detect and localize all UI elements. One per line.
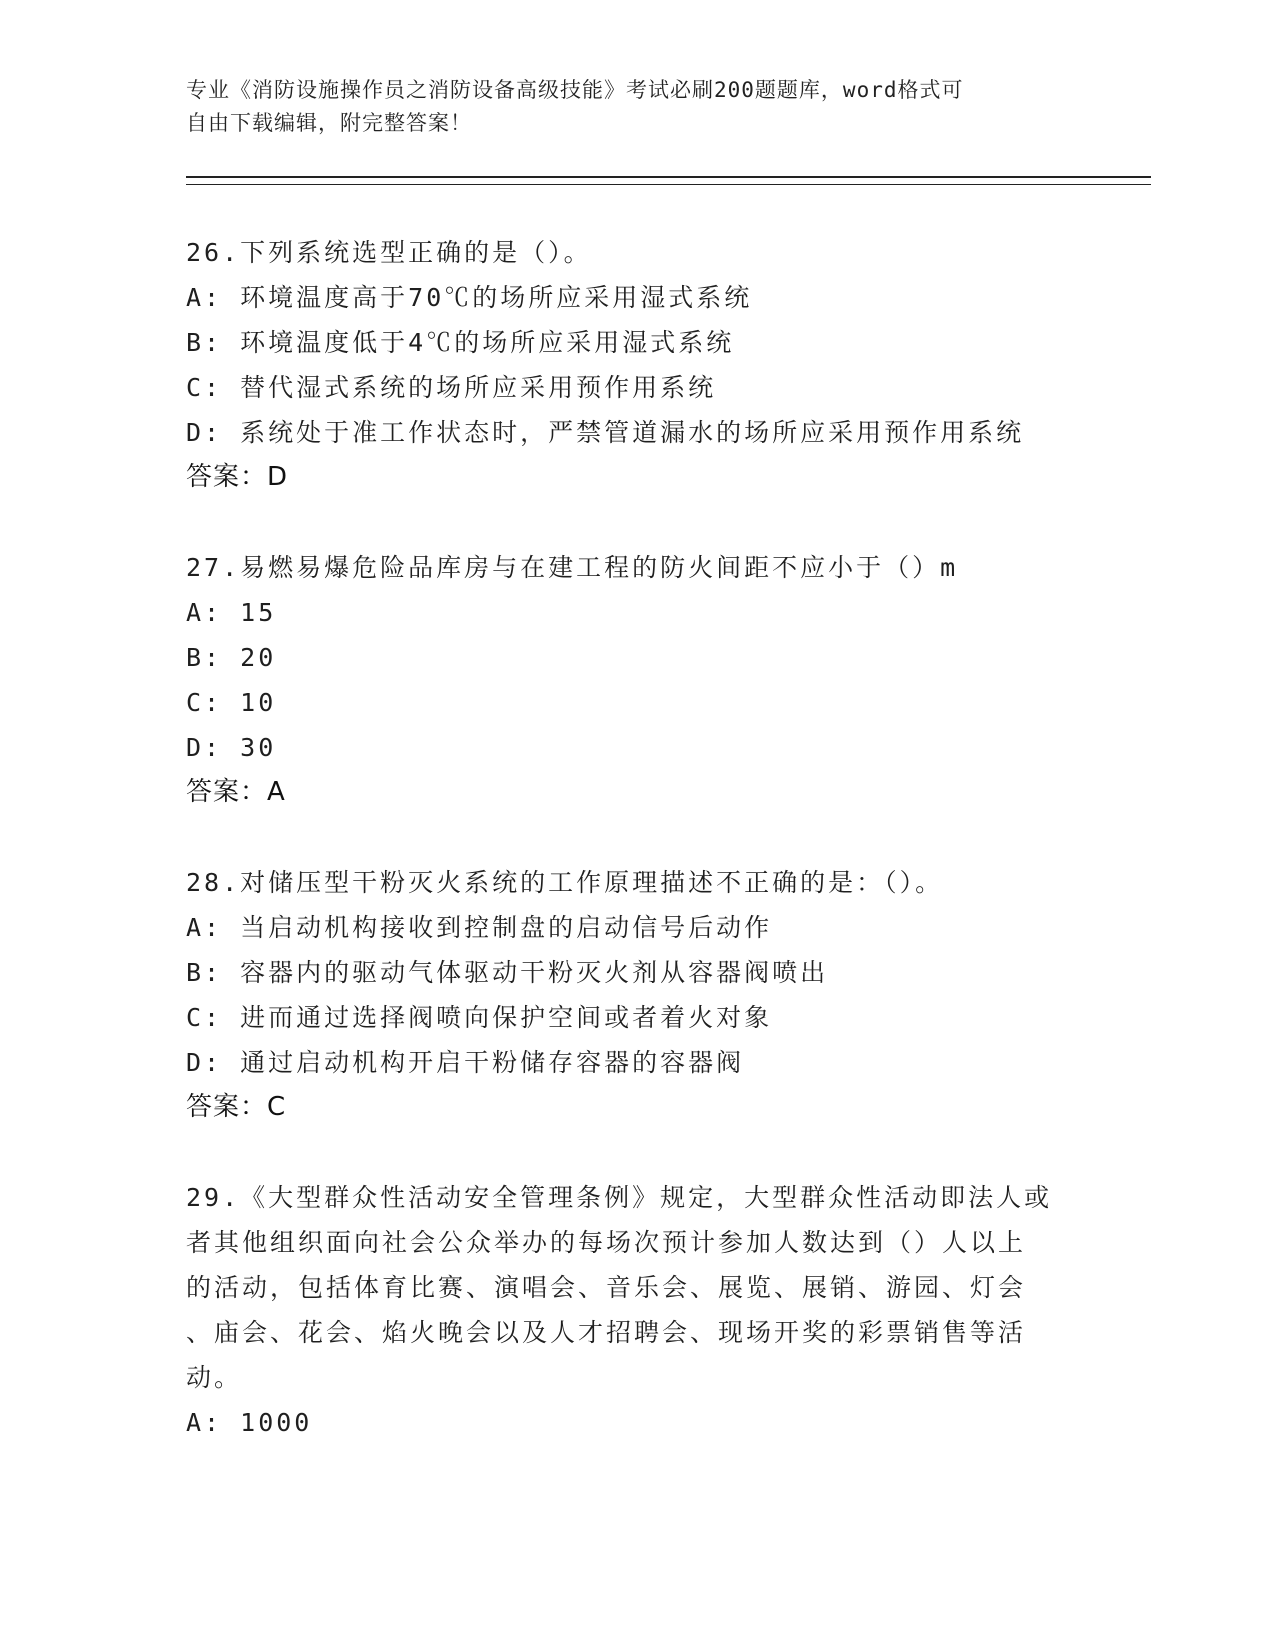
header-line-1: 专业《消防设施操作员之消防设备高级技能》考试必刷200题题库，word格式可 xyxy=(186,78,964,102)
option-a: A: 环境温度高于70℃的场所应采用湿式系统 xyxy=(186,283,753,312)
answer-label: 答案：A xyxy=(186,777,286,807)
option-a: A: 当启动机构接收到控制盘的启动信号后动作 xyxy=(186,913,773,942)
question-stem: 26.下列系统选型正确的是（）。 xyxy=(186,238,592,267)
answer-label: 答案：D xyxy=(186,462,289,492)
option-d: D: 30 xyxy=(186,733,277,762)
question-stem-line-3: 的活动，包括体育比赛、演唱会、音乐会、展览、展销、游园、灯会 xyxy=(186,1273,1027,1302)
option-c: C: 进而通过选择阀喷向保护空间或者着火对象 xyxy=(186,1003,773,1032)
question-28 xyxy=(186,860,1086,1130)
question-26 xyxy=(186,230,1086,500)
question-stem-line-1: 29.《大型群众性活动安全管理条例》规定，大型群众性活动即法人或 xyxy=(186,1183,1053,1212)
option-c: C: 10 xyxy=(186,688,277,717)
question-29 xyxy=(186,1175,1086,1445)
question-27 xyxy=(186,545,1086,815)
question-list xyxy=(186,230,1086,1490)
question-stem-line-2: 者其他组织面向社会公众举办的每场次预计参加人数达到（）人以上 xyxy=(186,1228,1027,1257)
option-c: C: 替代湿式系统的场所应采用预作用系统 xyxy=(186,373,717,402)
option-a: A: 15 xyxy=(186,598,277,627)
answer-label: 答案：C xyxy=(186,1092,287,1122)
option-b: B: 容器内的驱动气体驱动干粉灭火剂从容器阀喷出 xyxy=(186,958,829,987)
option-b: B: 环境温度低于4℃的场所应采用湿式系统 xyxy=(186,328,735,357)
question-stem: 27.易燃易爆危险品库房与在建工程的防火间距不应小于（）m xyxy=(186,553,959,582)
option-d: D: 系统处于准工作状态时，严禁管道漏水的场所应采用预作用系统 xyxy=(186,418,1025,447)
question-stem-line-4: 、庙会、花会、焰火晚会以及人才招聘会、现场开奖的彩票销售等活 xyxy=(186,1318,1027,1347)
question-stem-line-5: 动。 xyxy=(186,1363,243,1392)
question-stem: 28.对储压型干粉灭火系统的工作原理描述不正确的是：（）。 xyxy=(186,868,944,897)
header-line-2: 自由下载编辑，附完整答案！ xyxy=(186,111,472,135)
option-d: D: 通过启动机构开启干粉储存容器的容器阀 xyxy=(186,1048,745,1077)
header-divider xyxy=(186,176,1151,185)
option-b: B: 20 xyxy=(186,643,277,672)
document-header xyxy=(186,74,1066,140)
option-a: A: 1000 xyxy=(186,1408,313,1437)
